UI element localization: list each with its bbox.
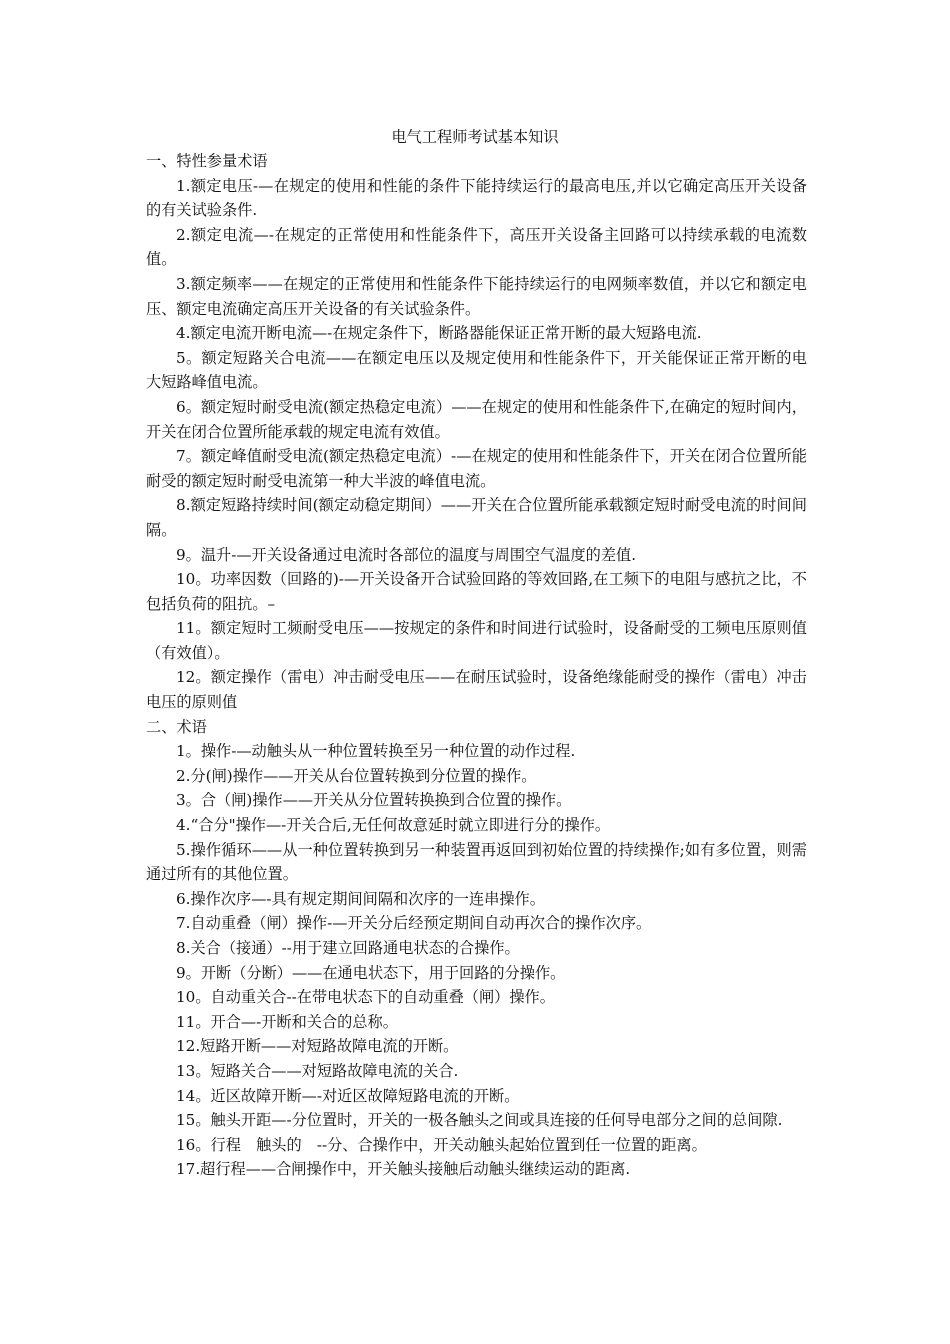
term-item: 14。近区故障开断—-对近区故障短路电流的开断。: [176, 1086, 520, 1105]
term-item: 11。开合—-开断和关合的总称。: [176, 1012, 398, 1031]
term-item: 1。操作-—动触头从一种位置转换至另一种位置的动作过程.: [176, 742, 576, 761]
term-item: 17.超行程——合闸操作中，开关触头接触后动触头继续运动的距离.: [176, 1160, 631, 1179]
term-item: 2.分(闸)操作——开关从台位置转换到分位置的操作。: [176, 766, 537, 785]
term-item: 5.操作循环——从一种位置转换到另一种装置再返回到初始位置的持续操作;如有多位置，则需通过所有的其他位置。: [146, 840, 807, 884]
term-item: 12.短路开断——对短路故障电流的开断。: [176, 1037, 459, 1056]
term-item: 5。额定短路关合电流——在额定电压以及规定使用和性能条件下，开关能保证正常开断的电大短路峰值电流。: [146, 348, 807, 392]
term-item: 10。自动重关合--在带电状态下的自动重叠（闸）操作。: [176, 988, 555, 1007]
term-item: 3.额定频率——在规定的正常使用和性能条件下能持续运行的电网频率数值，并以它和额定电压、额定电流确定高压开关设备的有关试验条件。: [146, 274, 807, 318]
term-item: 3。合（闸)操作——开关从分位置转换换到合位置的操作。: [176, 791, 572, 810]
term-item: 6。额定短时耐受电流(额定热稳定电流）——在规定的使用和性能条件下,在确定的短时间内，开关在闭合位置所能承载的规定电流有效值。: [146, 397, 807, 441]
term-item: 13。短路关合——对短路故障电流的关合.: [176, 1061, 459, 1080]
term-item: 6.操作次序—-具有规定期间间隔和次序的一连串操作。: [176, 889, 545, 908]
term-item: 16。行程 触头的 --分、合操作中，开关动触头起始位置到任一位置的距离。: [176, 1135, 707, 1154]
term-item: 11。额定短时工频耐受电压——按规定的条件和时间进行试验时，设备耐受的工频电压原则值（有效值）。: [146, 619, 807, 662]
term-item: 9。开断（分断）——在通电状态下，用于回路的分操作。: [176, 963, 566, 982]
term-item: 1.额定电压-—在规定的使用和性能的条件下能持续运行的最高电压,并以它确定高压开关设备的有关试验条件.: [146, 176, 807, 220]
term-item: 8.关合（接通）--用于建立回路通电状态的合操作。: [176, 939, 520, 957]
term-item: 9。温升-—开关设备通过电流时各部位的温度与周围空气温度的差值.: [176, 545, 637, 564]
term-item: 7。额定峰值耐受电流(额定热稳定电流）-—在规定的使用和性能条件下，开关在闭合位置所能耐受的额定短时耐受电流第一种大半波的峰值电流。: [146, 447, 807, 490]
term-item: 2.额定电流—-在规定的正常使用和性能条件下，高压开关设备主回路可以持续承载的电流数值。: [146, 225, 807, 269]
term-item: 8.额定短路持续时间(额定动稳定期间）——开关在合位置所能承载额定短时耐受电流的时间间隔。: [146, 496, 807, 539]
term-item: 7.自动重叠（闸）操作-—开关分后经预定期间自动再次合的操作次序。: [176, 914, 652, 933]
term-item: 15。触头开距—-分位置时，开关的一极各触头之间或具连接的任何导电部分之间的总间隙.: [176, 1111, 783, 1130]
term-item: 4.“合分"操作—-开关合后,无任何故意延时就立即进行分的操作。: [176, 816, 611, 835]
term-item: 12。额定操作（雷电）冲击耐受电压——在耐压试验时，设备绝缘能耐受的操作（雷电）冲击电压的原则值: [146, 668, 807, 712]
section-heading-2: 二、术语: [146, 717, 207, 736]
document-title: 电气工程师考试基本知识: [391, 128, 559, 146]
term-item: 4.额定电流开断电流—-在规定条件下，断路器能保证正常开断的最大短路电流.: [176, 324, 702, 343]
section-heading-1: 一、特性参量术语: [146, 152, 268, 170]
document-body: [146, 149, 807, 1182]
term-item: 10。功率因数（回路的)-—开关设备开合试验回路的等效回路,在工频下的电阻与感抗之比，不包括负荷的阻抗。–: [146, 570, 807, 613]
